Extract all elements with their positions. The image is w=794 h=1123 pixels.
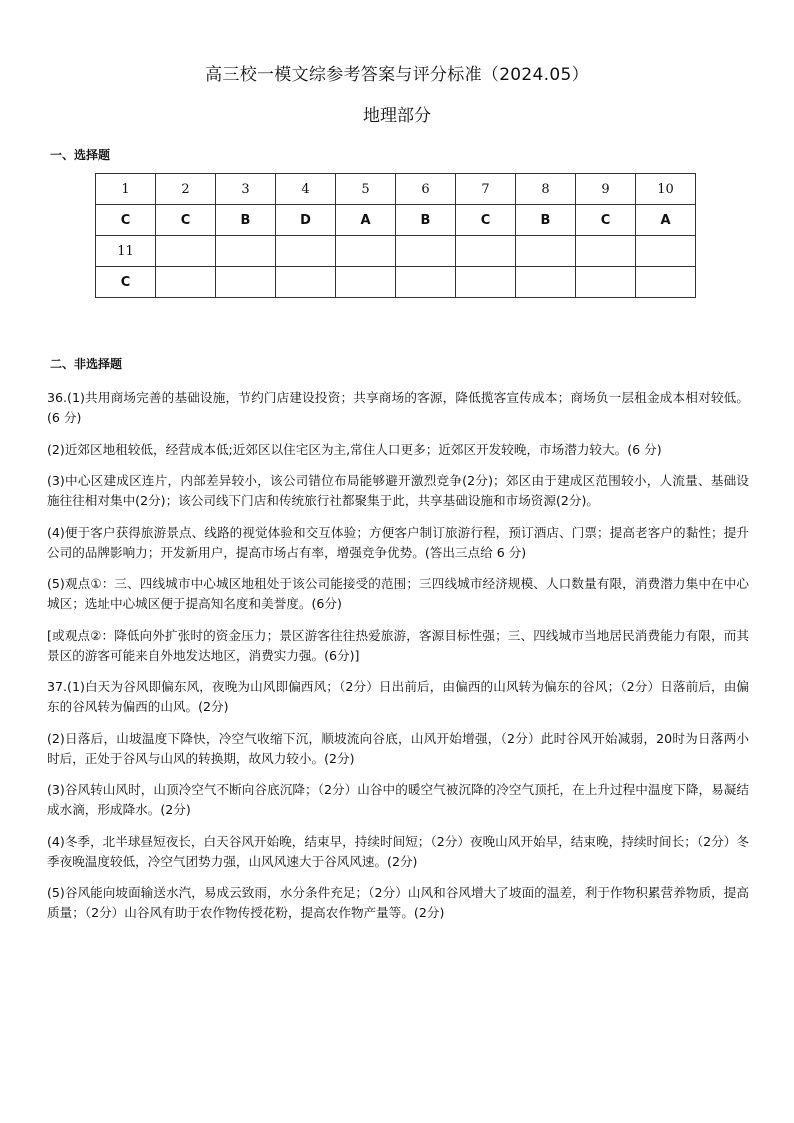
answer-paragraph: (2)近郊区地租较低，经营成本低;近郊区以住宅区为主,常住人口更多；近郊区开发较晚，市场潜力较大。(6 分): [47, 441, 662, 457]
answer-cell: C: [156, 205, 216, 236]
empty-cell: [456, 236, 516, 267]
question-number-row: [96, 236, 696, 267]
answer-cell: C: [576, 205, 636, 236]
answer-paragraph: (2)日落后，山坡温度下降快，冷空气收缩下沉，顺坡流向谷底，山风开始增强，（2分）此时谷风开始减弱，20时为日落两小时后，正处于谷风与山风的转换期，故风力较小。(2分): [47, 730, 749, 766]
question-number-row: [96, 174, 696, 205]
answer-paragraph: 36.(1)共用商场完善的基础设施，节约门店建设投资；共享商场的客源，降低揽客宣传成本；商场负一层租金成本相对较低。(6 分): [47, 390, 749, 425]
empty-cell: [516, 267, 576, 298]
question-number: 1: [96, 174, 156, 205]
question-number: 2: [156, 174, 216, 205]
empty-cell: [516, 236, 576, 267]
answer-paragraph: 37.(1)白天为谷风即偏东风，夜晚为山风即偏西风；（2分）日出前后，由偏西的山风转为偏东的谷风；（2分）日落前后，由偏东的谷风转为偏西的山风。(2分): [47, 679, 749, 714]
question-number: 4: [276, 174, 336, 205]
section-heading-nonchoice: 二、非选择题: [50, 357, 123, 371]
question-number: 5: [336, 174, 396, 205]
answer-cell: D: [276, 205, 336, 236]
question-number: 7: [456, 174, 516, 205]
question-number: 11: [96, 236, 156, 267]
question-number: 10: [636, 174, 696, 205]
empty-cell: [216, 236, 276, 267]
answer-table: [95, 173, 696, 298]
answer-paragraph: (3)谷风转山风时，山顶冷空气不断向谷底沉降；（2分）山谷中的暖空气被沉降的冷空气顶托，在上升过程中温度下降，易凝结成水滴，形成降水。(2分): [47, 782, 749, 817]
answer-cell: B: [216, 205, 276, 236]
empty-cell: [216, 267, 276, 298]
question-number: 6: [396, 174, 456, 205]
document-title: 高三校一模文综参考答案与评分标准（2024.05）: [205, 65, 589, 85]
answer-cell: B: [516, 205, 576, 236]
answer-cell: C: [96, 205, 156, 236]
answer-cell: C: [456, 205, 516, 236]
answer-paragraph: (3)中心区建成区连片，内部差异较小，该公司错位布局能够避开激烈竞争(2分)；郊区由于建成区范围较小，人流量、基础设施往往相对集中(2分)；该公司线下门店和传统旅行社都聚集于此，共享基础设施和市场资源(2分)。: [47, 473, 749, 508]
answer-cell: B: [396, 205, 456, 236]
answer-row: [96, 205, 696, 236]
answer-paragraph: (5)观点①：三、四线城市中心城区地租处于该公司能接受的范围；三四线城市经济规模、人口数量有限，消费潜力集中在中心城区；选址中心城区便于提高知名度和美誉度。(6分): [47, 576, 749, 611]
empty-cell: [276, 267, 336, 298]
empty-cell: [156, 267, 216, 298]
answer-paragraph: (5)谷风能向坡面输送水汽，易成云致雨，水分条件充足；（2分）山风和谷风增大了坡面的温差，利于作物积累营养物质，提高质量；（2分）山谷风有助于农作物传授花粉，提高农作物产量等。(2分): [47, 885, 749, 920]
answer-cell: A: [336, 205, 396, 236]
empty-cell: [636, 267, 696, 298]
section-heading-choice: 一、选择题: [50, 148, 111, 162]
answer-cell: C: [96, 267, 156, 298]
empty-cell: [576, 267, 636, 298]
question-number: 9: [576, 174, 636, 205]
empty-cell: [336, 236, 396, 267]
question-number: 8: [516, 174, 576, 205]
question-number: 3: [216, 174, 276, 205]
empty-cell: [456, 267, 516, 298]
empty-cell: [276, 236, 336, 267]
document-subtitle: 地理部分: [363, 106, 431, 126]
answer-paragraph: [或观点②：降低向外扩张时的资金压力；景区游客往往热爱旅游，客源目标性强；三、四线城市当地居民消费能力有限，而其景区的游客可能来自外地发达地区，消费实力强。(6分)]: [47, 627, 749, 663]
empty-cell: [156, 236, 216, 267]
empty-cell: [396, 236, 456, 267]
empty-cell: [576, 236, 636, 267]
empty-cell: [336, 267, 396, 298]
empty-cell: [396, 267, 456, 298]
answer-paragraph: (4)便于客户获得旅游景点、线路的视觉体验和交互体验；方便客户制订旅游行程，预订酒店、门票；提高老客户的黏性；提升公司的品牌影响力；开发新用户，提高市场占有率，增强竞争优势。(答出三点给 6 分): [47, 524, 749, 560]
answer-cell: A: [636, 205, 696, 236]
empty-cell: [636, 236, 696, 267]
answer-body: [47, 388, 749, 935]
answer-paragraph: (4)冬季，北半球昼短夜长，白天谷风开始晚，结束早，持续时间短；（2分）夜晚山风开始早，结束晚，持续时间长；（2分）冬季夜晚温度较低，冷空气团势力强，山风风速大于谷风风速。(2分): [47, 833, 749, 869]
answer-row: [96, 267, 696, 298]
